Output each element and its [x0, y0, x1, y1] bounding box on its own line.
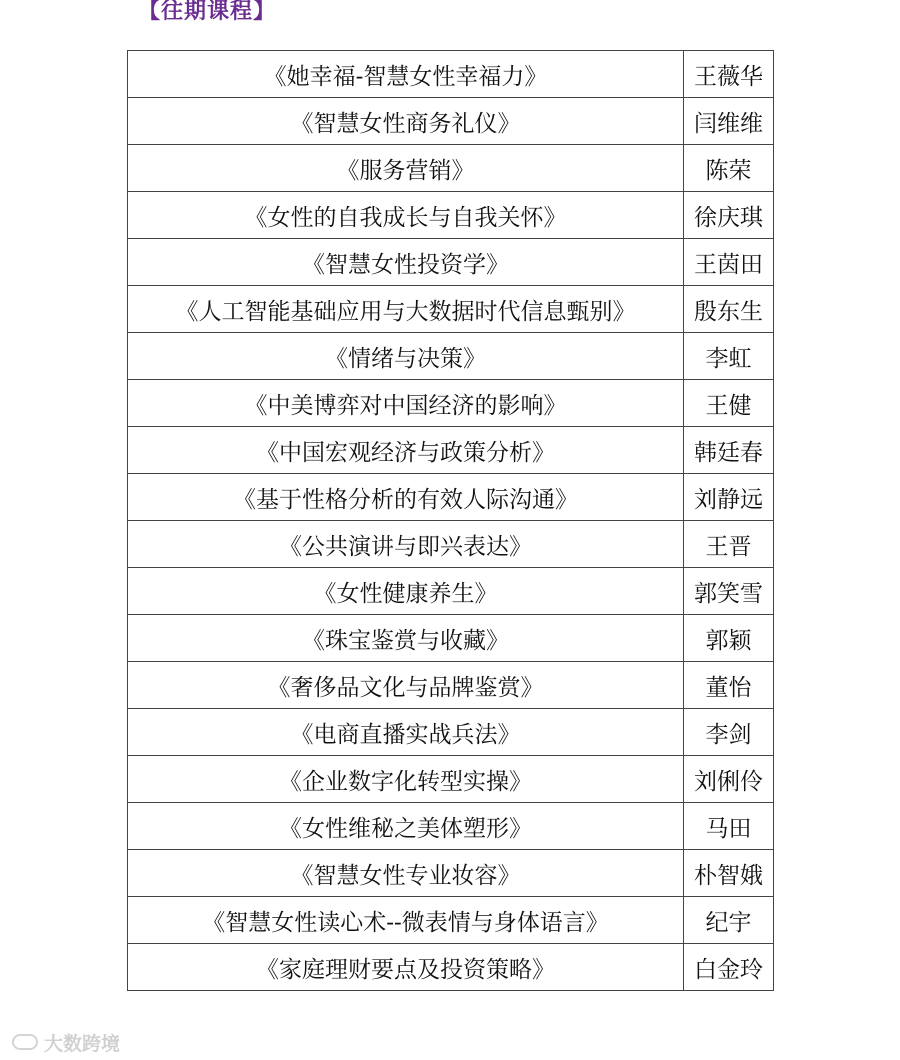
- table-row: [128, 192, 774, 239]
- table-row: [128, 51, 774, 98]
- table-row: [128, 850, 774, 897]
- teacher-name-cell: 徐庆琪: [684, 192, 774, 239]
- teacher-name-cell: 马田: [684, 803, 774, 850]
- course-title-cell: 《公共演讲与即兴表达》: [128, 521, 684, 568]
- course-title-cell: 《智慧女性投资学》: [128, 239, 684, 286]
- table-row: [128, 662, 774, 709]
- watermark-text: 大数跨境: [44, 1032, 121, 1055]
- teacher-name-cell: 董怡: [684, 662, 774, 709]
- course-title-cell: 《中国宏观经济与政策分析》: [128, 427, 684, 474]
- teacher-name-cell: 殷东生: [684, 286, 774, 333]
- course-title-cell: 《人工智能基础应用与大数据时代信息甄别》: [128, 286, 684, 333]
- teacher-name-cell: 王晋: [684, 521, 774, 568]
- teacher-name-cell: 王健: [684, 380, 774, 427]
- teacher-name-cell: 李虹: [684, 333, 774, 380]
- teacher-name-cell: 郭颖: [684, 615, 774, 662]
- course-title-cell: 《电商直播实战兵法》: [128, 709, 684, 756]
- table-row: [128, 333, 774, 380]
- table-row: [128, 615, 774, 662]
- table-row: [128, 427, 774, 474]
- course-title-cell: 《智慧女性读心术--微表情与身体语言》: [128, 897, 684, 944]
- teacher-name-cell: 王薇华: [684, 51, 774, 98]
- table-row: [128, 897, 774, 944]
- teacher-name-cell: 陈荣: [684, 145, 774, 192]
- course-title-cell: 《奢侈品文化与品牌鉴赏》: [128, 662, 684, 709]
- course-title-cell: 《珠宝鉴赏与收藏》: [128, 615, 684, 662]
- table-row: [128, 145, 774, 192]
- teacher-name-cell: 纪宇: [684, 897, 774, 944]
- course-title-cell: 《智慧女性商务礼仪》: [128, 98, 684, 145]
- course-title-cell: 《女性维秘之美体塑形》: [128, 803, 684, 850]
- watermark-logo-icon: [12, 1034, 38, 1050]
- course-table-body: [128, 51, 774, 991]
- course-title-cell: 《服务营销》: [128, 145, 684, 192]
- table-row: [128, 521, 774, 568]
- teacher-name-cell: 刘俐伶: [684, 756, 774, 803]
- course-title-cell: 《女性的自我成长与自我关怀》: [128, 192, 684, 239]
- table-row: [128, 380, 774, 427]
- teacher-name-cell: 韩廷春: [684, 427, 774, 474]
- table-row: [128, 709, 774, 756]
- table-row: [128, 239, 774, 286]
- teacher-name-cell: 李剑: [684, 709, 774, 756]
- course-table: [127, 50, 774, 991]
- teacher-name-cell: 朴智娥: [684, 850, 774, 897]
- course-title-cell: 《基于性格分析的有效人际沟通》: [128, 474, 684, 521]
- course-title-cell: 《企业数字化转型实操》: [128, 756, 684, 803]
- course-title-cell: 《家庭理财要点及投资策略》: [128, 944, 684, 991]
- table-row: [128, 944, 774, 991]
- course-title-cell: 《中美博弈对中国经济的影响》: [128, 380, 684, 427]
- teacher-name-cell: 郭笑雪: [684, 568, 774, 615]
- table-row: [128, 286, 774, 333]
- table-row: [128, 803, 774, 850]
- course-title-cell: 《情绪与决策》: [128, 333, 684, 380]
- teacher-name-cell: 王茵田: [684, 239, 774, 286]
- watermark: [12, 1030, 120, 1054]
- teacher-name-cell: 闫维维: [684, 98, 774, 145]
- table-row: [128, 98, 774, 145]
- course-title-cell: 《智慧女性专业妆容》: [128, 850, 684, 897]
- course-title-cell: 《她幸福-智慧女性幸福力》: [128, 51, 684, 98]
- section-title: 【往期课程】: [138, 0, 277, 24]
- teacher-name-cell: 白金玲: [684, 944, 774, 991]
- course-title-cell: 《女性健康养生》: [128, 568, 684, 615]
- table-row: [128, 474, 774, 521]
- teacher-name-cell: 刘静远: [684, 474, 774, 521]
- table-row: [128, 756, 774, 803]
- table-row: [128, 568, 774, 615]
